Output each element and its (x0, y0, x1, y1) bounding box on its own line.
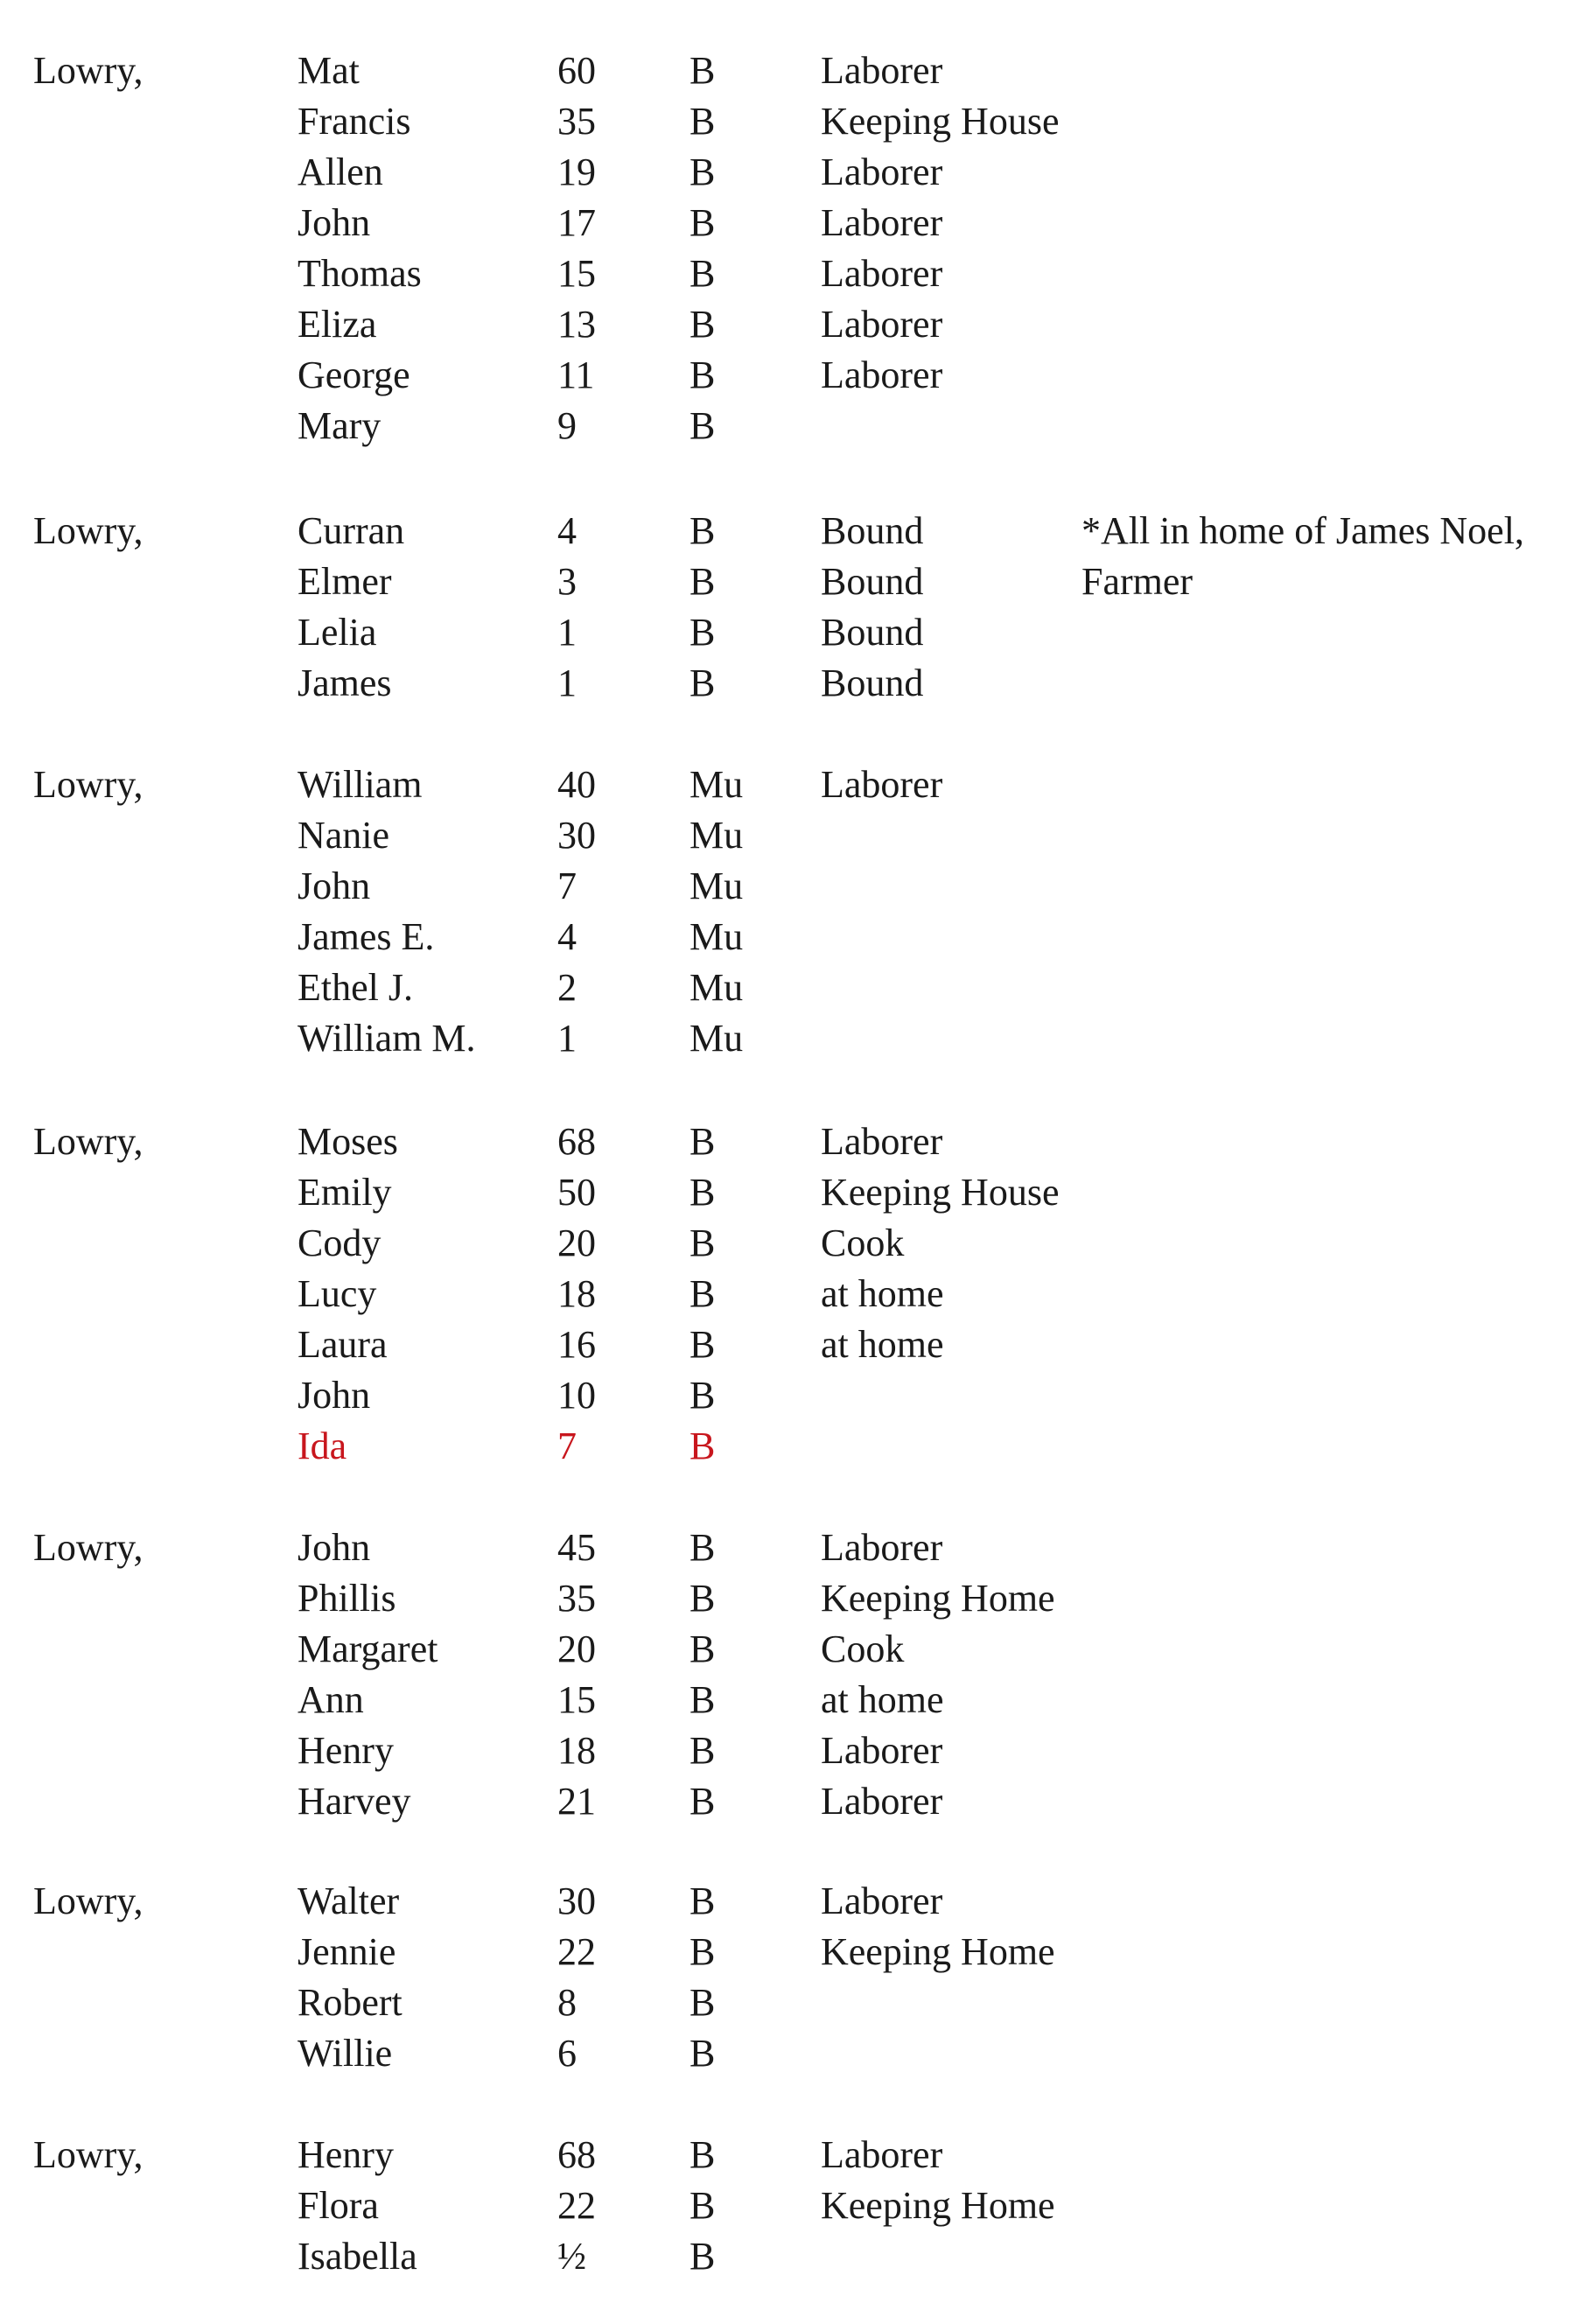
member-age: 1 (557, 611, 577, 654)
member-age: 2 (557, 966, 577, 1009)
member-race: B (690, 252, 716, 295)
family-surname: Lowry, (33, 1120, 144, 1163)
family-surname: Lowry, (33, 2133, 144, 2176)
member-row (0, 2028, 1596, 2079)
member-age: 35 (557, 1577, 596, 1620)
member-name: Walter (298, 1880, 400, 1922)
member-age: 22 (557, 1930, 596, 1973)
member-name: Lucy (298, 1272, 377, 1315)
member-age: 50 (557, 1171, 596, 1214)
member-race: B (690, 1323, 716, 1366)
member-race: B (690, 1729, 716, 1772)
member-name: James E. (298, 915, 435, 958)
member-race: B (690, 1780, 716, 1823)
household-note-line: Farmer (1082, 560, 1194, 603)
member-row (0, 1370, 1596, 1421)
member-name: Flora (298, 2184, 379, 2227)
member-row (0, 248, 1596, 299)
member-race: B (690, 1171, 716, 1214)
member-name: James (298, 662, 392, 704)
member-occupation: Laborer (821, 49, 943, 92)
member-race: B (690, 1628, 716, 1670)
member-age: 17 (557, 201, 596, 244)
member-name: Cody (298, 1222, 382, 1264)
member-row (0, 1269, 1596, 1320)
member-name: Ann (298, 1678, 364, 1721)
member-name: Mat (298, 49, 360, 92)
member-race: B (690, 1880, 716, 1922)
member-name: Isabella (298, 2235, 417, 2278)
member-age: 1 (557, 662, 577, 704)
member-row (0, 46, 1596, 96)
family-surname: Lowry, (33, 1526, 144, 1569)
member-list (0, 1876, 1596, 2079)
member-row (0, 607, 1596, 658)
member-age: 60 (557, 49, 596, 92)
member-occupation: Cook (821, 1222, 905, 1264)
member-occupation: Laborer (821, 1729, 943, 1772)
member-age: 10 (557, 1374, 596, 1417)
member-row (0, 658, 1596, 709)
member-name: John (298, 864, 371, 907)
member-race: B (690, 100, 716, 143)
member-age: 8 (557, 1981, 577, 2024)
member-row (0, 350, 1596, 401)
member-age: 15 (557, 252, 596, 295)
member-age: 13 (557, 303, 596, 346)
member-row (0, 912, 1596, 962)
member-race: B (690, 1222, 716, 1264)
member-name: Francis (298, 100, 411, 143)
member-row (0, 1978, 1596, 2028)
member-age: 30 (557, 814, 596, 857)
member-age: 7 (557, 1424, 577, 1467)
member-name: Allen (298, 150, 383, 193)
member-race: B (690, 1120, 716, 1163)
member-age: 45 (557, 1526, 596, 1569)
member-list (0, 1522, 1596, 1827)
member-name: Harvey (298, 1780, 411, 1823)
member-occupation: Laborer (821, 354, 943, 396)
member-name: William (298, 763, 423, 806)
member-race: B (690, 150, 716, 193)
member-age: 35 (557, 100, 596, 143)
member-list (0, 1116, 1596, 1472)
member-row (0, 962, 1596, 1013)
member-name: Jennie (298, 1930, 396, 1973)
member-row (0, 810, 1596, 861)
member-race: B (690, 560, 716, 603)
member-name: George (298, 354, 410, 396)
household-note (1082, 506, 1524, 607)
member-race: B (690, 201, 716, 244)
member-row (0, 2231, 1596, 2282)
member-race: B (690, 1577, 716, 1620)
member-occupation: Laborer (821, 252, 943, 295)
member-name: Phillis (298, 1577, 396, 1620)
member-row (0, 1675, 1596, 1726)
member-name: Lelia (298, 611, 377, 654)
member-occupation: Keeping Home (821, 2184, 1055, 2227)
member-race: B (690, 1424, 716, 1467)
member-race: B (690, 354, 716, 396)
member-name: Mary (298, 404, 382, 447)
member-occupation: Laborer (821, 201, 943, 244)
member-race: B (690, 2235, 716, 2278)
member-race: B (690, 1981, 716, 2024)
member-occupation: Bound (821, 611, 924, 654)
member-age: 15 (557, 1678, 596, 1721)
member-name: Moses (298, 1120, 398, 1163)
member-occupation: Laborer (821, 763, 943, 806)
member-name: Ida (298, 1424, 347, 1467)
member-row (0, 1624, 1596, 1675)
member-occupation: Laborer (821, 1880, 943, 1922)
member-age: 30 (557, 1880, 596, 1922)
member-age: 68 (557, 2133, 596, 2176)
member-name: John (298, 1526, 371, 1569)
member-row (0, 1522, 1596, 1573)
family-surname: Lowry, (33, 1880, 144, 1922)
member-row (0, 1726, 1596, 1776)
member-age: 18 (557, 1272, 596, 1315)
member-occupation: Laborer (821, 1780, 943, 1823)
member-race: Mu (690, 1017, 744, 1060)
member-occupation: at home (821, 1678, 944, 1721)
member-name: Eliza (298, 303, 377, 346)
member-name: Thomas (298, 252, 422, 295)
member-race: Mu (690, 814, 744, 857)
member-name: Elmer (298, 560, 392, 603)
member-row (0, 1421, 1596, 1472)
member-age: 40 (557, 763, 596, 806)
member-name: Henry (298, 1729, 394, 1772)
member-age: 11 (557, 354, 595, 396)
member-name: Laura (298, 1323, 388, 1366)
member-age: ½ (557, 2235, 586, 2278)
member-occupation: Keeping Home (821, 1930, 1055, 1973)
member-occupation: Cook (821, 1628, 905, 1670)
member-row (0, 760, 1596, 810)
member-name: Nanie (298, 814, 390, 857)
member-list (0, 46, 1596, 452)
household-note-line: *All in home of James Noel, (1082, 509, 1524, 552)
member-age: 21 (557, 1780, 596, 1823)
member-row (0, 198, 1596, 248)
member-occupation: Laborer (821, 303, 943, 346)
member-race: B (690, 1272, 716, 1315)
member-race: Mu (690, 915, 744, 958)
member-occupation: Keeping House (821, 1171, 1060, 1214)
member-age: 7 (557, 864, 577, 907)
member-occupation: Keeping House (821, 100, 1060, 143)
family-surname: Lowry, (33, 49, 144, 92)
member-row (0, 1876, 1596, 1927)
family-surname: Lowry, (33, 763, 144, 806)
member-race: Mu (690, 966, 744, 1009)
member-occupation: Bound (821, 509, 924, 552)
member-row (0, 861, 1596, 912)
member-row (0, 2130, 1596, 2180)
member-race: B (690, 49, 716, 92)
member-occupation: Laborer (821, 2133, 943, 2176)
member-name: Henry (298, 2133, 394, 2176)
member-race: B (690, 2032, 716, 2075)
member-name: John (298, 1374, 371, 1417)
member-list (0, 760, 1596, 1064)
member-age: 19 (557, 150, 596, 193)
member-race: B (690, 509, 716, 552)
member-row (0, 1573, 1596, 1624)
member-name: William M. (298, 1017, 476, 1060)
member-age: 22 (557, 2184, 596, 2227)
member-occupation: at home (821, 1323, 944, 1366)
member-row (0, 2180, 1596, 2231)
member-race: B (690, 1930, 716, 1973)
member-race: B (690, 303, 716, 346)
member-name: Robert (298, 1981, 402, 2024)
member-name: Margaret (298, 1628, 438, 1670)
member-name: John (298, 201, 371, 244)
member-age: 68 (557, 1120, 596, 1163)
member-race: B (690, 2184, 716, 2227)
member-row (0, 147, 1596, 198)
member-age: 20 (557, 1222, 596, 1264)
member-race: B (690, 1374, 716, 1417)
member-name: Willie (298, 2032, 393, 2075)
member-age: 18 (557, 1729, 596, 1772)
member-row (0, 1218, 1596, 1269)
member-row (0, 1116, 1596, 1167)
member-occupation: Keeping Home (821, 1577, 1055, 1620)
member-name: Curran (298, 509, 405, 552)
member-row (0, 299, 1596, 350)
member-row (0, 1013, 1596, 1064)
member-occupation: Laborer (821, 1120, 943, 1163)
member-age: 4 (557, 509, 577, 552)
member-age: 3 (557, 560, 577, 603)
member-occupation: Bound (821, 560, 924, 603)
family-surname: Lowry, (33, 509, 144, 552)
member-age: 16 (557, 1323, 596, 1366)
member-row (0, 96, 1596, 147)
member-occupation: Bound (821, 662, 924, 704)
member-occupation: Laborer (821, 1526, 943, 1569)
member-race: B (690, 611, 716, 654)
member-row (0, 1320, 1596, 1370)
member-age: 6 (557, 2032, 577, 2075)
member-age: 20 (557, 1628, 596, 1670)
member-name: Emily (298, 1171, 392, 1214)
member-row (0, 401, 1596, 452)
member-occupation: at home (821, 1272, 944, 1315)
member-age: 4 (557, 915, 577, 958)
member-row (0, 1927, 1596, 1978)
member-list (0, 2130, 1596, 2282)
member-row (0, 1167, 1596, 1218)
member-row (0, 1776, 1596, 1827)
member-race: B (690, 662, 716, 704)
member-race: B (690, 2133, 716, 2176)
member-occupation: Laborer (821, 150, 943, 193)
member-race: B (690, 404, 716, 447)
member-race: Mu (690, 763, 744, 806)
member-race: Mu (690, 864, 744, 907)
member-race: B (690, 1526, 716, 1569)
member-age: 1 (557, 1017, 577, 1060)
member-name: Ethel J. (298, 966, 413, 1009)
member-race: B (690, 1678, 716, 1721)
member-age: 9 (557, 404, 577, 447)
